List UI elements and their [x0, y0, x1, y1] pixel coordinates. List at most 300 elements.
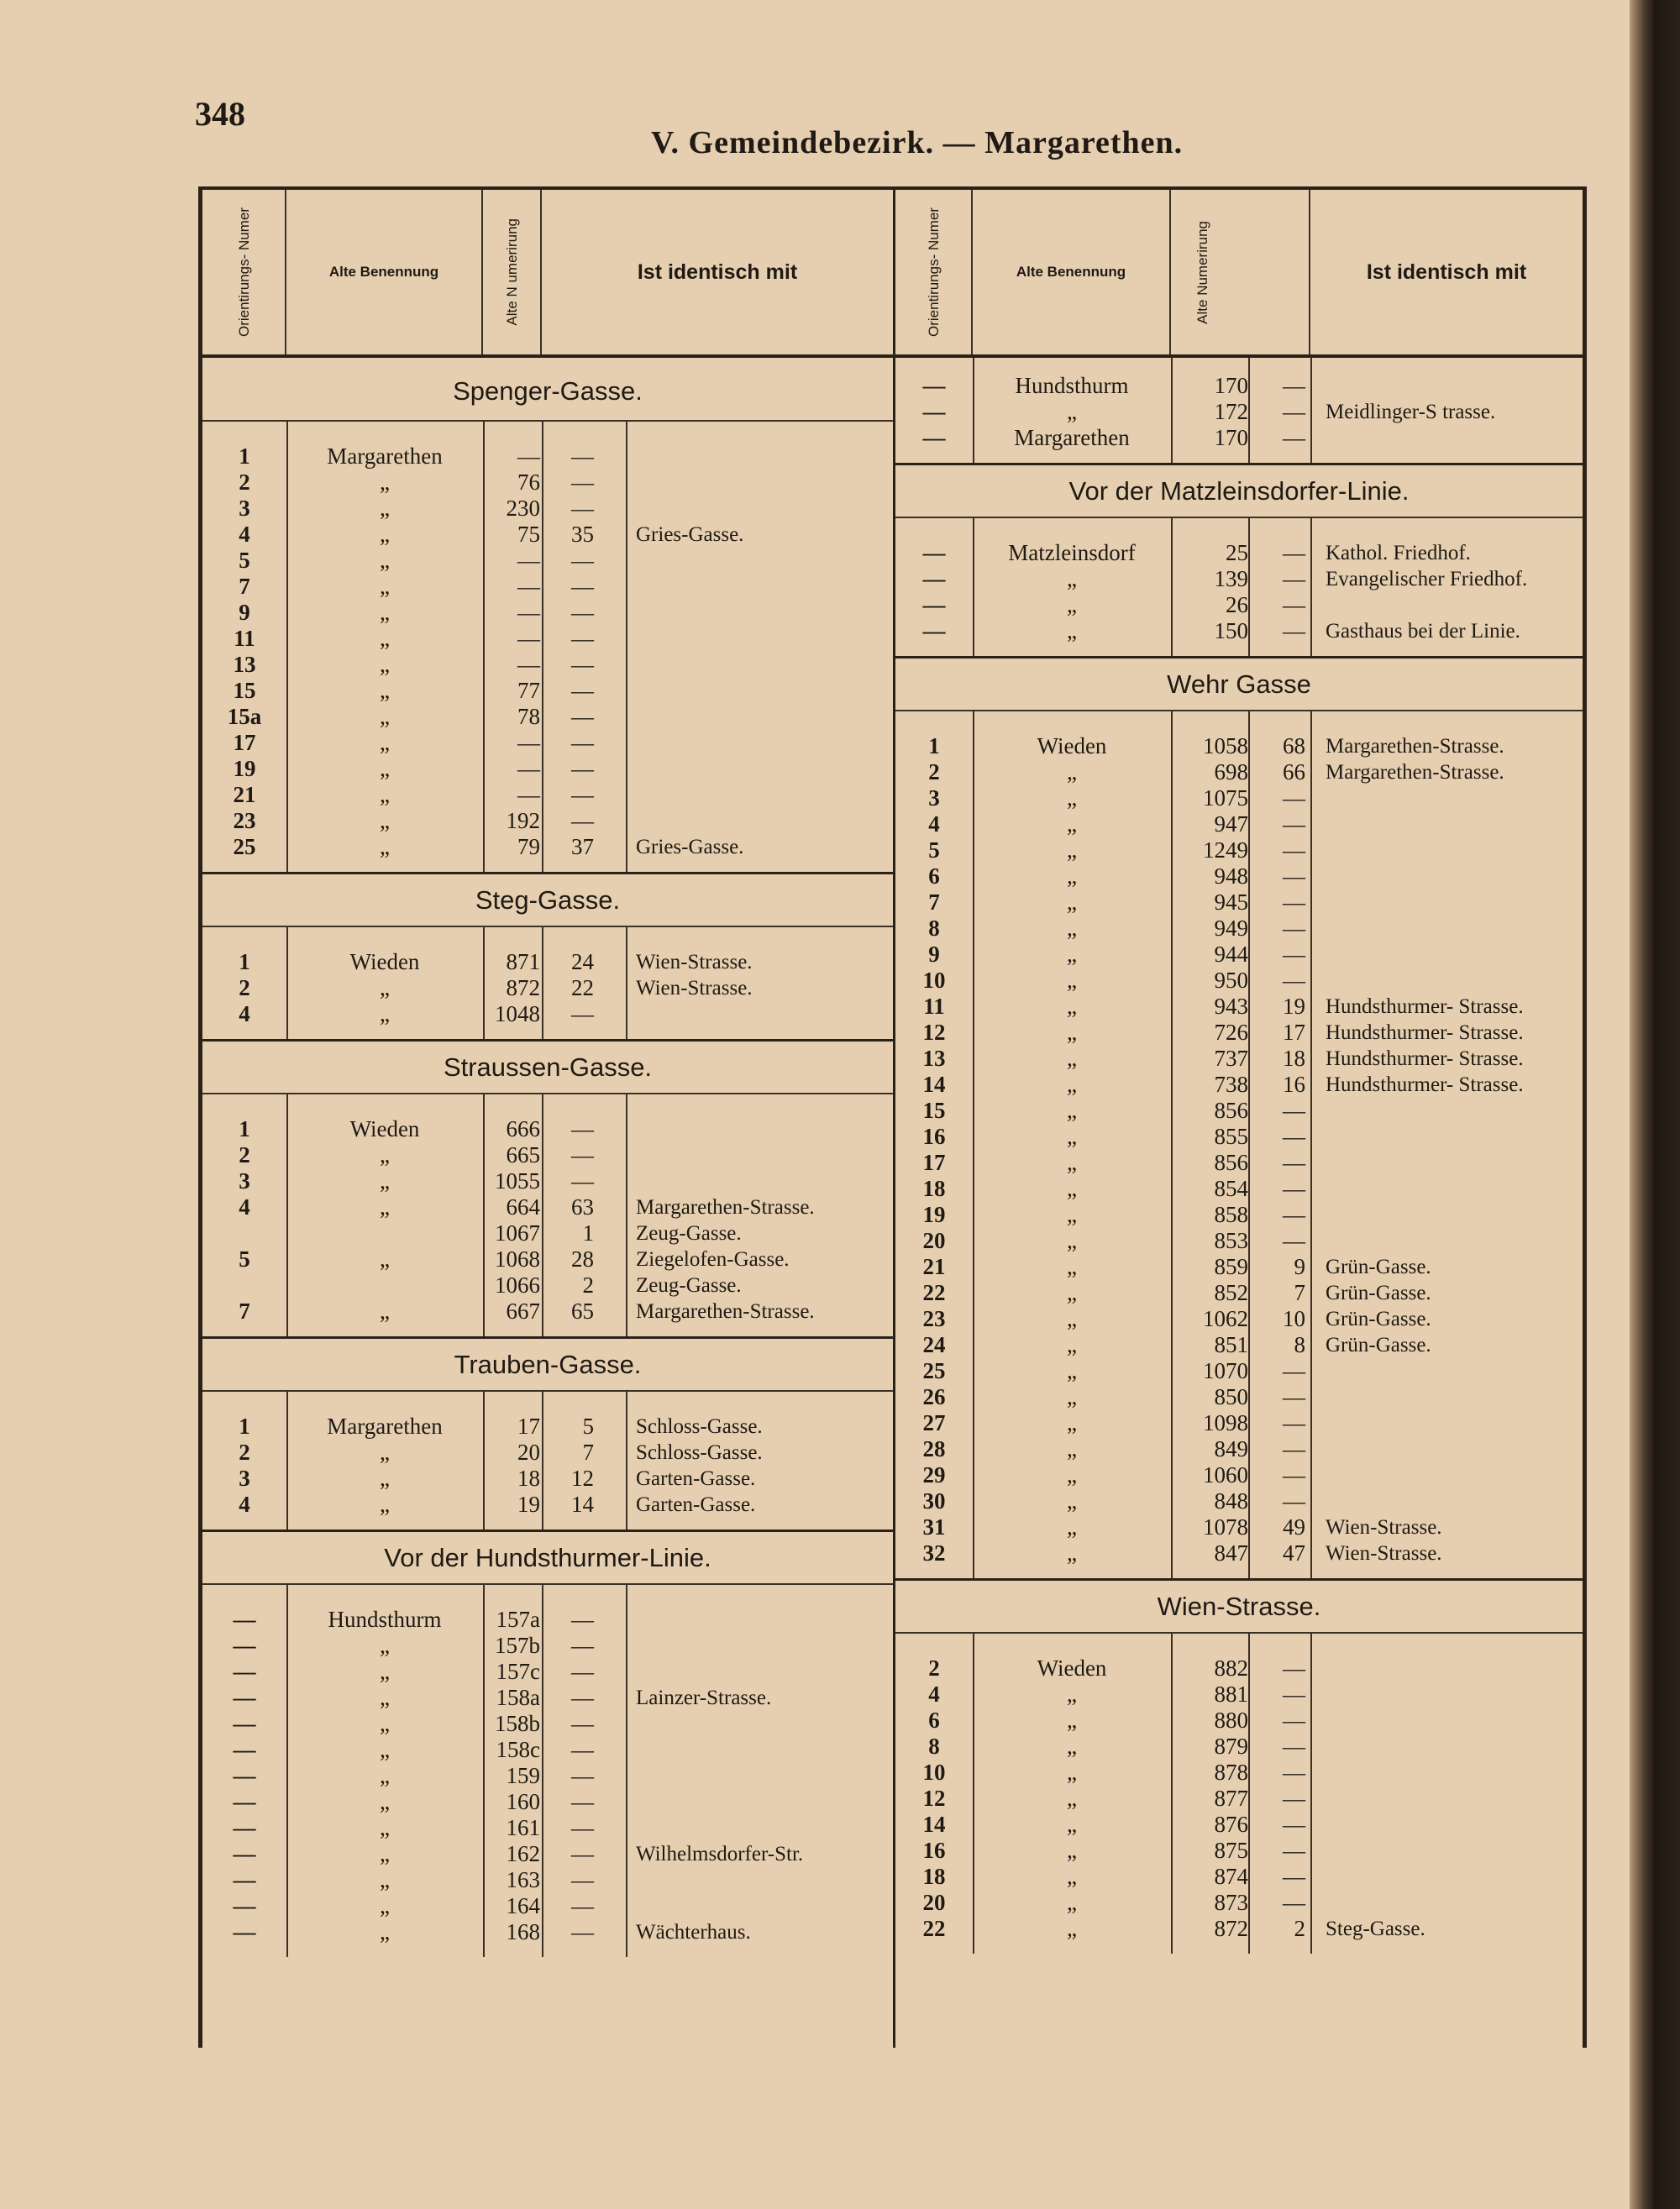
cell-n1: 666: [506, 1116, 540, 1141]
cell-alt: „: [380, 1685, 390, 1710]
cell-alt: Margarethen: [1014, 425, 1130, 450]
cell-id: Zeug-Gasse.: [636, 1222, 742, 1245]
table-row: [202, 1142, 893, 1168]
cell-num: 14: [922, 1812, 946, 1837]
cell-n1: 945: [1214, 889, 1248, 915]
table-row: [202, 1841, 893, 1867]
cell-n2: —: [1283, 373, 1305, 398]
cell-n1: 882: [1214, 1655, 1248, 1681]
table-row: [202, 1246, 893, 1272]
cell-n1: 1062: [1203, 1306, 1248, 1331]
cell-alt: „: [380, 1299, 390, 1324]
column-rule: [1171, 518, 1173, 656]
section-body: [895, 358, 1583, 463]
table-row: [202, 1414, 893, 1440]
cell-alt: „: [1067, 1358, 1077, 1383]
header-orientirungs-numer: Orientirungs- Numer: [202, 190, 286, 354]
cell-n1: 664: [506, 1194, 540, 1220]
cell-alt: „: [1067, 759, 1077, 784]
cell-n1: 667: [506, 1299, 540, 1324]
cell-num: 9: [239, 600, 250, 625]
table-row: [895, 863, 1583, 889]
cell-n2: —: [571, 548, 594, 573]
cell-num: —: [233, 1737, 256, 1762]
cell-alt: „: [1067, 1254, 1077, 1279]
header-alte-numerirung: Alte N umerirung: [483, 190, 542, 354]
cell-n2: —: [571, 756, 594, 781]
table-row: [202, 782, 893, 808]
cell-n1: 164: [506, 1893, 540, 1918]
cell-n2: —: [1283, 811, 1305, 837]
column-rule: [626, 1094, 627, 1336]
left-table-header: [202, 190, 893, 358]
cell-n1: 25: [1226, 540, 1248, 565]
page-number: 348: [195, 95, 245, 133]
cell-num: 24: [922, 1332, 946, 1357]
cell-alt: „: [1067, 566, 1077, 591]
cell-num: 5: [239, 1246, 250, 1272]
cell-n1: 170: [1214, 425, 1248, 450]
page-title: V. Gemeindebezirk. — Margarethen.: [651, 125, 1184, 160]
cell-n1: 947: [1214, 811, 1248, 837]
cell-n2: —: [571, 652, 594, 677]
cell-n1: 1075: [1203, 785, 1248, 811]
cell-alt: „: [380, 730, 390, 755]
cell-alt: „: [1067, 1734, 1077, 1759]
table-row: [895, 1254, 1583, 1280]
column-rule: [626, 1392, 627, 1530]
cell-n2: —: [1283, 1098, 1305, 1123]
cell-num: 7: [928, 889, 940, 915]
cell-num: 23: [922, 1306, 946, 1331]
cell-alt: „: [1067, 1384, 1077, 1409]
cell-num: 6: [928, 1708, 940, 1733]
right-table-header: [895, 190, 1583, 358]
cell-num: 10: [922, 1760, 946, 1785]
cell-id: Margarethen-Strasse.: [1326, 735, 1504, 758]
table-row: [202, 1763, 893, 1789]
table-row: [895, 1462, 1583, 1488]
section-body: [895, 1634, 1583, 1954]
cell-n2: —: [571, 574, 594, 599]
section-title: Steg-Gasse.: [202, 872, 893, 927]
table-row: [895, 1655, 1583, 1682]
cell-n1: 1070: [1203, 1358, 1248, 1383]
cell-n2: —: [571, 1867, 594, 1892]
cell-n2: 12: [571, 1466, 594, 1491]
column-rule: [483, 927, 485, 1039]
header-ist-identisch-mit: Ist identisch mit: [1366, 260, 1527, 284]
cell-num: —: [233, 1685, 256, 1710]
right-table: [893, 186, 1587, 2048]
cell-id: Meidlinger-S trasse.: [1326, 401, 1496, 423]
cell-num: 21: [922, 1254, 946, 1279]
cell-n2: —: [1283, 1124, 1305, 1149]
cell-num: —: [233, 1659, 256, 1684]
cell-n1: 852: [1214, 1280, 1248, 1305]
cell-num: 26: [922, 1384, 946, 1409]
cell-n1: 1067: [495, 1220, 540, 1246]
cell-id: Schloss-Gasse.: [636, 1441, 763, 1464]
cell-n2: —: [1283, 942, 1305, 967]
table-row: [895, 1786, 1583, 1812]
cell-id: Grün-Gasse.: [1326, 1282, 1431, 1304]
cell-n1: 168: [506, 1919, 540, 1944]
cell-id: Wien-Strasse.: [1326, 1516, 1442, 1539]
cell-alt: „: [1067, 1786, 1077, 1811]
cell-n1: 851: [1214, 1332, 1248, 1357]
cell-n2: —: [1283, 1682, 1305, 1707]
cell-n2: —: [1283, 1150, 1305, 1175]
cell-n1: 1055: [495, 1168, 540, 1194]
cell-alt: Wieden: [349, 1116, 420, 1141]
cell-n2: 16: [1283, 1072, 1305, 1097]
cell-alt: „: [1067, 1280, 1077, 1305]
cell-id: Grün-Gasse.: [1326, 1334, 1431, 1356]
cell-n2: —: [571, 730, 594, 755]
cell-n2: —: [571, 1893, 594, 1918]
cell-alt: „: [380, 652, 390, 677]
cell-n1: —: [517, 600, 540, 625]
cell-n1: 856: [1214, 1150, 1248, 1175]
cell-n1: 1098: [1203, 1410, 1248, 1435]
cell-alt: „: [380, 678, 390, 703]
table-row: [895, 1202, 1583, 1228]
cell-n2: —: [1283, 1488, 1305, 1514]
cell-id: Gasthaus bei der Linie.: [1326, 620, 1520, 643]
cell-num: 19: [233, 756, 256, 781]
column-rule: [1248, 358, 1250, 463]
cell-alt: „: [380, 1763, 390, 1788]
cell-n2: —: [571, 443, 594, 469]
cell-n2: —: [1283, 863, 1305, 889]
cell-num: —: [922, 618, 946, 643]
section-body: [895, 711, 1583, 1578]
cell-num: —: [233, 1893, 256, 1918]
cell-num: 18: [922, 1864, 946, 1889]
cell-n2: 10: [1283, 1306, 1305, 1331]
column-rule: [1310, 711, 1312, 1578]
cell-alt: „: [380, 975, 390, 1000]
cell-num: —: [922, 425, 946, 450]
cell-n2: —: [571, 496, 594, 521]
table-row: [202, 704, 893, 730]
cell-id: Margarethen-Strasse.: [636, 1300, 815, 1323]
cell-id: Lainzer-Strasse.: [636, 1687, 772, 1709]
column-rule: [286, 1094, 288, 1336]
cell-num: 11: [923, 994, 945, 1019]
table-row: [202, 626, 893, 652]
column-rule: [542, 1392, 543, 1530]
table-row: [895, 1046, 1583, 1072]
cell-n1: 944: [1214, 942, 1248, 967]
cell-id: Schloss-Gasse.: [636, 1415, 763, 1438]
cell-num: —: [922, 592, 946, 617]
cell-n2: —: [571, 1607, 594, 1632]
table-row: [895, 566, 1583, 592]
cell-num: 22: [922, 1916, 946, 1941]
cell-num: —: [922, 540, 946, 565]
cell-num: 1: [239, 443, 250, 469]
cell-n1: —: [517, 730, 540, 755]
cell-id: Grün-Gasse.: [1326, 1308, 1431, 1330]
cell-id: Gries-Gasse.: [636, 836, 744, 858]
cell-n2: —: [571, 1659, 594, 1684]
cell-n2: —: [1283, 1410, 1305, 1435]
cell-n2: 35: [571, 522, 594, 547]
cell-n1: 874: [1214, 1864, 1248, 1889]
cell-num: 20: [922, 1890, 946, 1915]
cell-alt: „: [380, 782, 390, 807]
cell-alt: „: [380, 626, 390, 651]
cell-alt: „: [1067, 1202, 1077, 1227]
cell-num: 2: [928, 759, 940, 784]
table-row: [202, 1659, 893, 1685]
column-rule: [286, 1392, 288, 1530]
cell-n2: —: [571, 1142, 594, 1167]
cell-n2: 47: [1283, 1540, 1305, 1566]
cell-n2: —: [571, 1763, 594, 1788]
cell-num: 17: [233, 730, 256, 755]
cell-num: —: [233, 1841, 256, 1866]
table-row: [202, 949, 893, 975]
cell-id: Evangelischer Friedhof.: [1326, 568, 1528, 590]
column-rule: [973, 518, 974, 656]
cell-alt: „: [380, 496, 390, 521]
table-row: [895, 1124, 1583, 1150]
cell-alt: „: [1067, 1514, 1077, 1540]
cell-alt: „: [1067, 968, 1077, 993]
cell-num: 2: [239, 1440, 250, 1465]
column-rule: [286, 422, 288, 872]
cell-num: 4: [239, 522, 250, 547]
cell-num: 31: [922, 1514, 946, 1540]
table-row: [202, 1685, 893, 1711]
cell-num: 11: [234, 626, 255, 651]
table-row: [202, 1815, 893, 1841]
table-row: [202, 1711, 893, 1737]
cell-n1: 737: [1214, 1046, 1248, 1071]
cell-num: 1: [239, 949, 250, 974]
table-row: [895, 942, 1583, 968]
cell-n1: 157b: [495, 1633, 540, 1658]
cell-n1: 854: [1214, 1176, 1248, 1201]
cell-n2: —: [1283, 785, 1305, 811]
cell-num: 4: [928, 811, 940, 837]
table-row: [895, 785, 1583, 811]
cell-n2: 5: [582, 1414, 594, 1439]
column-rule: [542, 927, 543, 1039]
cell-n2: —: [1283, 399, 1305, 424]
column-rule: [1310, 1634, 1312, 1954]
cell-n1: 850: [1214, 1384, 1248, 1409]
cell-num: —: [233, 1789, 256, 1814]
cell-alt: „: [380, 1001, 390, 1026]
cell-n1: 726: [1214, 1020, 1248, 1045]
table-row: [895, 618, 1583, 644]
cell-alt: „: [380, 1659, 390, 1684]
cell-id: Margarethen-Strasse.: [636, 1196, 815, 1219]
cell-num: 4: [239, 1492, 250, 1517]
cell-alt: Matzleinsdorf: [1008, 540, 1136, 565]
cell-alt: „: [1067, 916, 1077, 941]
cell-num: 7: [239, 1299, 250, 1324]
cell-n2: —: [1283, 1708, 1305, 1733]
cell-alt: Margarethen: [327, 1414, 443, 1439]
cell-n1: 859: [1214, 1254, 1248, 1279]
table-row: [895, 1306, 1583, 1332]
table-row: [895, 1708, 1583, 1734]
cell-num: —: [233, 1711, 256, 1736]
cell-n1: 192: [506, 808, 540, 833]
table-row: [895, 373, 1583, 399]
column-rule: [1248, 518, 1250, 656]
cell-alt: „: [380, 834, 390, 859]
cell-num: —: [233, 1633, 256, 1658]
header-alte-benennung: Alte Benennung: [286, 190, 483, 354]
cell-n1: 76: [517, 470, 540, 495]
cell-alt: „: [380, 1142, 390, 1167]
cell-id: Wächterhaus.: [636, 1921, 751, 1944]
cell-n2: 18: [1283, 1046, 1305, 1071]
column-rule: [1171, 711, 1173, 1578]
cell-alt: „: [1067, 1228, 1077, 1253]
cell-num: 4: [928, 1682, 940, 1707]
cell-n2: 9: [1294, 1254, 1305, 1279]
cell-alt: „: [1067, 1124, 1077, 1149]
table-row: [202, 834, 893, 860]
cell-n2: —: [1283, 425, 1305, 450]
table-row: [202, 1194, 893, 1220]
section-title: Vor der Matzleinsdorfer-Linie.: [895, 463, 1583, 518]
section-title: Wehr Gasse: [895, 656, 1583, 711]
cell-num: 29: [922, 1462, 946, 1488]
column-rule: [626, 927, 627, 1039]
table-row: [895, 425, 1583, 451]
table-row: [202, 975, 893, 1001]
cell-n2: —: [1283, 889, 1305, 915]
cell-n2: —: [571, 1789, 594, 1814]
cell-num: 17: [922, 1150, 946, 1175]
cell-id: Zeug-Gasse.: [636, 1274, 742, 1297]
cell-num: 10: [922, 968, 946, 993]
cell-n2: 17: [1283, 1020, 1305, 1045]
cell-n2: —: [1283, 1202, 1305, 1227]
table-row: [895, 1864, 1583, 1890]
cell-alt: „: [1067, 1410, 1077, 1435]
cell-alt: „: [1067, 863, 1077, 889]
table-row: [202, 1116, 893, 1142]
table-row: [895, 1760, 1583, 1786]
cell-id: Hundsthurmer- Strasse.: [1326, 1047, 1524, 1070]
cell-n1: 75: [517, 522, 540, 547]
cell-num: 16: [922, 1838, 946, 1863]
cell-alt: „: [1067, 837, 1077, 863]
cell-alt: „: [380, 1711, 390, 1736]
cell-n1: 17: [517, 1414, 540, 1439]
cell-alt: „: [1067, 889, 1077, 915]
cell-alt: „: [1067, 1540, 1077, 1566]
cell-num: 25: [922, 1358, 946, 1383]
table-row: [895, 968, 1583, 994]
section-body: [202, 1094, 893, 1336]
cell-alt: Margarethen: [327, 443, 443, 469]
cell-alt: „: [380, 1919, 390, 1944]
cell-num: 3: [239, 1168, 250, 1194]
cell-num: 4: [239, 1001, 250, 1026]
cell-num: —: [233, 1815, 256, 1840]
cell-alt: „: [1067, 811, 1077, 837]
cell-n1: —: [517, 574, 540, 599]
cell-n2: 68: [1283, 733, 1305, 758]
column-rule: [542, 422, 543, 872]
cell-n1: 172: [1214, 399, 1248, 424]
header-alte-benennung: Alte Benennung: [973, 190, 1171, 354]
table-row: [895, 837, 1583, 863]
cell-alt: „: [1067, 1332, 1077, 1357]
cell-n1: 78: [517, 704, 540, 729]
cell-n1: 163: [506, 1867, 540, 1892]
cell-n1: 1068: [495, 1246, 540, 1272]
cell-id: Steg-Gasse.: [1326, 1918, 1425, 1940]
cell-n1: 853: [1214, 1228, 1248, 1253]
cell-id: Hundsthurmer- Strasse.: [1326, 995, 1524, 1018]
cell-n1: 738: [1214, 1072, 1248, 1097]
left-table-body: [202, 358, 893, 1957]
cell-n2: —: [1283, 618, 1305, 643]
section-body: [202, 1585, 893, 1957]
cell-num: 8: [928, 916, 940, 941]
cell-n2: —: [571, 470, 594, 495]
table-row: [202, 1272, 893, 1299]
cell-id: Hundsthurmer- Strasse.: [1326, 1021, 1524, 1044]
cell-n2: —: [1283, 837, 1305, 863]
cell-n2: —: [1283, 592, 1305, 617]
table-row: [895, 1150, 1583, 1176]
cell-num: 28: [922, 1436, 946, 1461]
cell-num: 3: [239, 496, 250, 521]
cell-alt: „: [380, 1168, 390, 1194]
cell-n2: —: [571, 1841, 594, 1866]
table-row: [895, 1358, 1583, 1384]
table-row: [202, 756, 893, 782]
table-row: [202, 1466, 893, 1492]
column-rule: [286, 927, 288, 1039]
cell-n1: 230: [506, 496, 540, 521]
table-row: [895, 1332, 1583, 1358]
cell-alt: „: [1067, 1916, 1077, 1941]
table-row: [895, 916, 1583, 942]
column-rule: [286, 1585, 288, 1957]
cell-n1: 158c: [496, 1737, 540, 1762]
cell-num: 2: [239, 470, 250, 495]
cell-alt: „: [380, 1440, 390, 1465]
cell-alt: „: [1067, 785, 1077, 811]
cell-id: Garten-Gasse.: [636, 1467, 756, 1490]
cell-n1: 1066: [495, 1272, 540, 1298]
cell-n2: —: [1283, 1384, 1305, 1409]
cell-alt: „: [380, 1737, 390, 1762]
table-row: [895, 1540, 1583, 1566]
cell-num: —: [233, 1607, 256, 1632]
cell-n2: —: [1283, 1734, 1305, 1759]
cell-num: 13: [233, 652, 256, 677]
cell-n1: 19: [517, 1492, 540, 1517]
cell-alt: Hundsthurm: [1015, 373, 1129, 398]
cell-n2: —: [1283, 1176, 1305, 1201]
column-rule: [973, 358, 974, 463]
cell-n2: —: [1283, 540, 1305, 565]
